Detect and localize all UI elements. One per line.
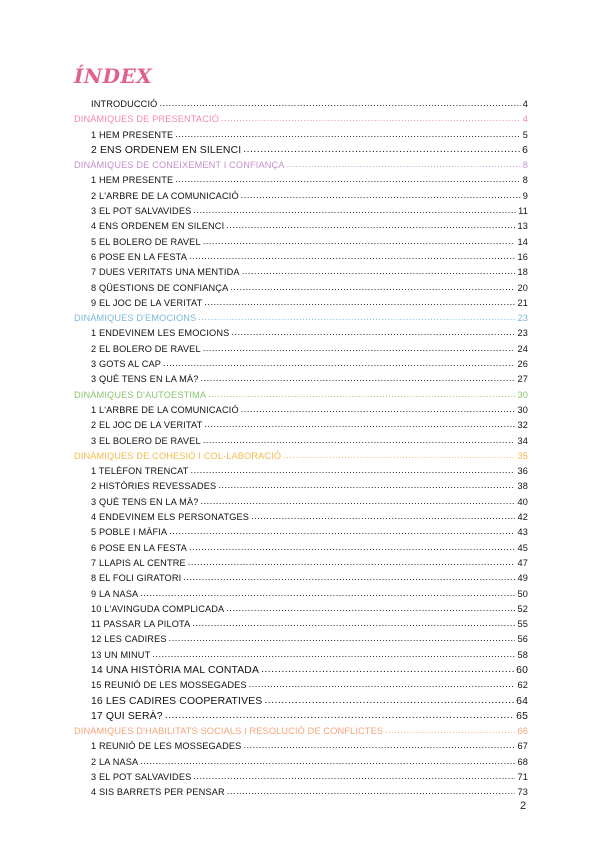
toc-label: 16 LES CADIRES COOPERATIVES bbox=[91, 695, 263, 707]
dot-leader bbox=[261, 662, 514, 677]
toc-entry[interactable] bbox=[74, 128, 528, 143]
toc-entry[interactable] bbox=[74, 418, 528, 433]
toc-entry[interactable] bbox=[74, 556, 528, 571]
table-of-contents bbox=[74, 97, 528, 801]
toc-label: 1 ENDEVINEM LES EMOCIONS bbox=[91, 328, 230, 339]
dot-leader bbox=[152, 647, 515, 662]
toc-entry[interactable] bbox=[74, 709, 528, 724]
dot-leader bbox=[203, 433, 516, 448]
toc-entry[interactable] bbox=[74, 602, 528, 617]
dot-leader bbox=[165, 708, 514, 723]
dot-leader bbox=[159, 96, 520, 111]
dot-leader bbox=[169, 631, 516, 646]
toc-label: 17 QUI SERÀ? bbox=[91, 710, 163, 722]
toc-label: 2 HISTÒRIES REVESSADES bbox=[91, 481, 217, 492]
toc-page-number: 66 bbox=[517, 726, 528, 737]
toc-label: 4 ENS ORDENEM EN SILENCI bbox=[91, 221, 225, 232]
dot-leader bbox=[175, 127, 520, 142]
toc-entry[interactable] bbox=[74, 479, 528, 494]
toc-entry[interactable] bbox=[74, 250, 528, 265]
toc-entry[interactable] bbox=[74, 296, 528, 311]
toc-label: 1 HEM PRESENTE bbox=[91, 129, 174, 140]
toc-page-number: 35 bbox=[517, 450, 528, 461]
dot-leader bbox=[198, 310, 515, 325]
toc-entry[interactable] bbox=[74, 617, 528, 632]
toc-entry[interactable] bbox=[74, 204, 528, 219]
toc-label: DINÀMIQUES D'AUTOESTIMA bbox=[74, 389, 207, 400]
toc-label: 6 POSE EN LA FESTA bbox=[91, 251, 187, 262]
toc-label: 12 LES CADIRES bbox=[91, 634, 167, 645]
toc-page-number: 45 bbox=[517, 542, 528, 553]
toc-label: 4 ENDEVINEM ELS PERSONATGES bbox=[91, 512, 250, 523]
toc-label: 10 L'AVINGUDA COMPLICADA bbox=[91, 603, 225, 614]
toc-entry[interactable] bbox=[74, 770, 528, 785]
toc-page-number: 62 bbox=[517, 680, 528, 691]
dot-leader bbox=[227, 784, 516, 799]
toc-page-number: 65 bbox=[516, 710, 528, 722]
toc-label: 6 POSE EN LA FESTA bbox=[91, 542, 187, 553]
toc-label: 3 QUÈ TENS EN LA MÀ? bbox=[91, 374, 199, 385]
dot-leader bbox=[242, 264, 516, 279]
toc-page-number: 4 bbox=[522, 99, 528, 109]
toc-label: 3 EL BOLERO DE RAVEL bbox=[91, 435, 201, 446]
toc-page-number: 64 bbox=[516, 695, 528, 707]
toc-label: 3 EL POT SALVAVIDES bbox=[91, 772, 192, 783]
toc-page-number: 23 bbox=[517, 328, 528, 339]
dot-leader bbox=[189, 540, 516, 555]
toc-entry[interactable] bbox=[74, 143, 528, 158]
toc-section[interactable] bbox=[74, 158, 528, 173]
toc-label: 2 EL JOC DE LA VERITAT bbox=[91, 420, 203, 431]
dot-leader bbox=[163, 356, 515, 371]
toc-page-number: 73 bbox=[517, 787, 528, 798]
dot-leader bbox=[218, 478, 515, 493]
toc-page-number: 38 bbox=[517, 481, 528, 492]
toc-entry[interactable] bbox=[74, 510, 528, 525]
toc-label: 1 HEM PRESENTE bbox=[91, 175, 174, 186]
toc-entry[interactable] bbox=[74, 785, 528, 800]
toc-entry[interactable] bbox=[74, 357, 528, 372]
toc-page-number: 43 bbox=[517, 527, 528, 538]
dot-leader bbox=[191, 463, 516, 478]
toc-label: 2 ENS ORDENEM EN SILENCI bbox=[91, 144, 242, 156]
toc-label: 3 QUÈ TENS EN LA MÀ? bbox=[91, 496, 199, 507]
toc-entry[interactable] bbox=[74, 678, 528, 693]
toc-label: 5 EL BOLERO DE RAVEL bbox=[91, 236, 201, 247]
toc-page-number: 27 bbox=[517, 374, 528, 385]
dot-leader bbox=[385, 723, 515, 738]
toc-entry[interactable] bbox=[74, 541, 528, 556]
toc-page-number: 52 bbox=[517, 603, 528, 614]
dot-leader bbox=[226, 601, 515, 616]
page-number: 2 bbox=[520, 800, 527, 812]
toc-label: 13 UN MINUT bbox=[91, 649, 151, 660]
toc-section[interactable] bbox=[74, 112, 528, 127]
toc-page-number: 58 bbox=[517, 649, 528, 660]
dot-leader bbox=[283, 448, 515, 463]
toc-label: 4 SIS BARRETS PER PENSAR bbox=[91, 787, 225, 798]
dot-leader bbox=[140, 586, 515, 601]
toc-page-number: 16 bbox=[517, 251, 528, 262]
toc-page-number: 40 bbox=[517, 496, 528, 507]
toc-page-number: 8 bbox=[522, 160, 528, 171]
toc-section[interactable] bbox=[74, 388, 528, 403]
toc-section[interactable] bbox=[74, 311, 528, 326]
toc-entry[interactable] bbox=[74, 219, 528, 234]
toc-label: 8 QÜESTIONS DE CONFIANÇA bbox=[91, 282, 229, 293]
dot-leader bbox=[192, 616, 515, 631]
toc-page-number: 30 bbox=[517, 404, 528, 415]
toc-entry[interactable] bbox=[74, 648, 528, 663]
dot-leader bbox=[231, 325, 515, 340]
dot-leader bbox=[249, 677, 516, 692]
toc-page-number: 30 bbox=[517, 389, 528, 400]
toc-page-number: 42 bbox=[517, 512, 528, 523]
dot-leader bbox=[204, 295, 515, 310]
toc-label: 3 EL POT SALVAVIDES bbox=[91, 206, 192, 217]
toc-label: 2 L'ARBRE DE LA COMUNICACIÓ bbox=[91, 190, 239, 201]
toc-entry[interactable] bbox=[74, 755, 528, 770]
toc-label: 14 UNA HISTÒRIA MAL CONTADA bbox=[91, 664, 260, 676]
toc-page-number: 36 bbox=[517, 466, 528, 477]
toc-entry[interactable] bbox=[74, 403, 528, 418]
toc-label: 3 GOTS AL CAP bbox=[91, 359, 162, 370]
toc-page-number: 55 bbox=[517, 619, 528, 630]
toc-page-number: 11 bbox=[518, 206, 528, 217]
dot-leader bbox=[201, 494, 516, 509]
toc-section[interactable] bbox=[74, 724, 528, 739]
toc-label: DINÀMIQUES DE COHESIÓ I COL·LABORACIÓ bbox=[74, 450, 282, 461]
toc-entry[interactable] bbox=[74, 97, 528, 112]
toc-page-number: 23 bbox=[517, 313, 528, 324]
toc-entry[interactable] bbox=[74, 739, 528, 754]
toc-entry[interactable] bbox=[74, 235, 528, 250]
dot-leader bbox=[243, 142, 520, 157]
toc-label: 11 PASSAR LA PILOTA bbox=[91, 619, 191, 630]
dot-leader bbox=[264, 693, 514, 708]
dot-leader bbox=[183, 570, 515, 585]
toc-entry[interactable] bbox=[74, 281, 528, 296]
toc-page-number: 26 bbox=[517, 359, 528, 370]
toc-page-number: 32 bbox=[517, 420, 528, 431]
toc-entry[interactable] bbox=[74, 587, 528, 602]
toc-label: INTRODUCCIÓ bbox=[91, 99, 158, 109]
toc-page-number: 20 bbox=[517, 282, 528, 293]
dot-leader bbox=[226, 218, 515, 233]
toc-page-number: 68 bbox=[517, 756, 528, 767]
dot-leader bbox=[201, 371, 516, 386]
toc-label: DINÀMIQUES D'EMOCIONS bbox=[74, 313, 197, 324]
dot-leader bbox=[193, 769, 515, 784]
dot-leader bbox=[221, 111, 521, 126]
toc-page-number: 50 bbox=[517, 588, 528, 599]
dot-leader bbox=[175, 172, 520, 187]
toc-label: 2 LA NASA bbox=[91, 756, 139, 767]
toc-label: 7 DUES VERITATS UNA MENTIDA bbox=[91, 267, 240, 278]
toc-label: 1 L'ARBRE DE LA COMUNICACIÓ bbox=[91, 404, 239, 415]
toc-entry[interactable] bbox=[74, 265, 528, 280]
toc-entry[interactable] bbox=[74, 525, 528, 540]
toc-label: 1 TELÈFON TRENCAT bbox=[91, 466, 189, 477]
dot-leader bbox=[251, 509, 515, 524]
toc-page-number: 67 bbox=[517, 741, 528, 752]
toc-label: 7 LLAPIS AL CENTRE bbox=[91, 557, 186, 568]
dot-leader bbox=[169, 524, 515, 539]
toc-entry[interactable] bbox=[74, 372, 528, 387]
dot-leader bbox=[287, 157, 521, 172]
dot-leader bbox=[193, 203, 516, 218]
toc-entry[interactable] bbox=[74, 189, 528, 204]
toc-label: 9 EL JOC DE LA VERITAT bbox=[91, 297, 203, 308]
toc-label: DINÀMIQUES DE PRESENTACIÓ bbox=[74, 114, 219, 125]
toc-page-number: 47 bbox=[517, 557, 528, 568]
dot-leader bbox=[230, 280, 515, 295]
toc-label: 1 REUNIÓ DE LES MOSSEGADES bbox=[91, 741, 242, 752]
dot-leader bbox=[208, 387, 515, 402]
toc-entry[interactable] bbox=[74, 326, 528, 341]
toc-page-number: 24 bbox=[517, 343, 528, 354]
toc-page-number: 9 bbox=[522, 190, 528, 201]
toc-section[interactable] bbox=[74, 449, 528, 464]
toc-entry[interactable] bbox=[74, 434, 528, 449]
toc-page-number: 71 bbox=[517, 772, 528, 783]
toc-label: 8 EL FOLI GIRATORI bbox=[91, 573, 182, 584]
toc-entry[interactable] bbox=[74, 342, 528, 357]
dot-leader bbox=[243, 738, 515, 753]
dot-leader bbox=[204, 417, 515, 432]
dot-leader bbox=[189, 249, 516, 264]
toc-label: 15 REUNIÓ DE LES MOSSEGADES bbox=[91, 680, 247, 691]
toc-entry[interactable] bbox=[74, 663, 528, 678]
toc-page-number: 4 bbox=[522, 114, 528, 125]
toc-page-number: 34 bbox=[517, 435, 528, 446]
toc-page-number: 21 bbox=[517, 297, 528, 308]
toc-page-number: 60 bbox=[516, 664, 528, 676]
toc-page-number: 6 bbox=[522, 144, 528, 156]
dot-leader bbox=[241, 188, 521, 203]
toc-entry[interactable] bbox=[74, 173, 528, 188]
toc-entry[interactable] bbox=[74, 495, 528, 510]
toc-entry[interactable] bbox=[74, 571, 528, 586]
toc-page-number: 49 bbox=[517, 573, 528, 584]
toc-entry[interactable] bbox=[74, 632, 528, 647]
dot-leader bbox=[140, 754, 515, 769]
toc-label: DINÀMIQUES D'HABILITATS SOCIALS I RESOLUCIÓ DE CONFLICTES bbox=[74, 726, 384, 737]
toc-page-number: 13 bbox=[517, 221, 528, 232]
dot-leader bbox=[203, 341, 516, 356]
toc-page-number: 5 bbox=[522, 129, 528, 140]
toc-label: 2 EL BOLERO DE RAVEL bbox=[91, 343, 201, 354]
toc-page-number: 14 bbox=[517, 236, 528, 247]
dot-leader bbox=[241, 402, 516, 417]
toc-label: 9 LA NASA bbox=[91, 588, 139, 599]
toc-page-number: 18 bbox=[517, 267, 528, 278]
toc-entry[interactable] bbox=[74, 694, 528, 709]
toc-label: DINÀMIQUES DE CONEIXEMENT I CONFIANÇA bbox=[74, 160, 285, 171]
toc-entry[interactable] bbox=[74, 464, 528, 479]
dot-leader bbox=[188, 555, 516, 570]
toc-page-number: 56 bbox=[517, 634, 528, 645]
dot-leader bbox=[203, 234, 516, 249]
toc-label: 5 POBLE I MÀFIA bbox=[91, 527, 168, 538]
toc-page-number: 8 bbox=[522, 175, 528, 186]
index-title: ÍNDEX bbox=[74, 64, 153, 88]
